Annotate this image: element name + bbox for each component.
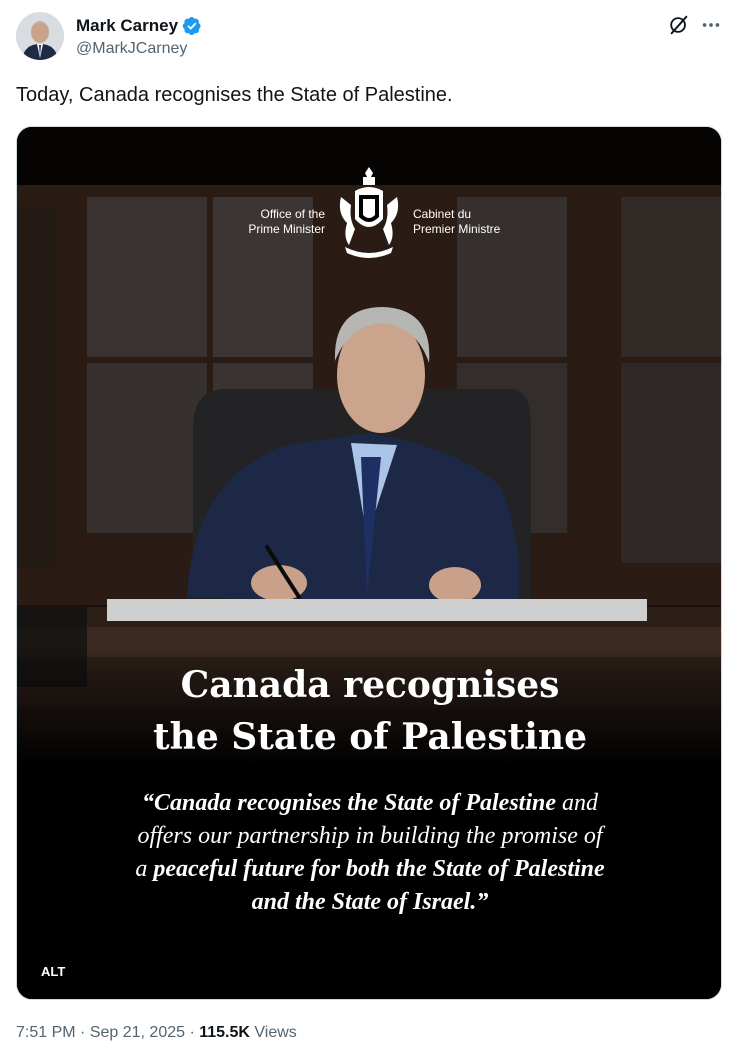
office-fr-label — [413, 207, 533, 237]
office-en-label — [217, 207, 325, 237]
quote-part2: and — [556, 790, 598, 816]
views-count: 115.5K — [199, 1024, 250, 1041]
headline-line2: the State of Palestine — [153, 716, 587, 758]
author-name[interactable]: Mark Carney — [76, 16, 179, 35]
quote-part5: peaceful future for both the State of Palestine — [153, 856, 605, 882]
quote-close: ” — [476, 889, 489, 915]
avatar[interactable] — [16, 12, 64, 60]
quote-open: “ — [142, 790, 154, 816]
office-fr-line1: Cabinet du — [413, 207, 472, 221]
author-handle[interactable]: @MarkJCarney — [76, 40, 188, 57]
tweet-time[interactable]: 7:51 PM — [16, 1024, 76, 1041]
quote-part1: Canada recognises the State of Palestine — [154, 790, 556, 816]
media-headline — [17, 659, 722, 763]
meta-separator: · — [185, 1024, 200, 1041]
tweet-text: Today, Canada recognises the State of Palestine. — [16, 84, 453, 106]
coat-of-arms-icon — [335, 167, 403, 263]
tweet-media-image[interactable] — [16, 126, 722, 1000]
office-en-line2: Prime Minister — [248, 222, 325, 236]
quote-part3: offers our partnership in building the promise of — [137, 823, 603, 849]
verified-badge-icon — [182, 16, 202, 36]
alt-text-button[interactable]: ALT — [33, 961, 73, 983]
office-en-line1: Office of the — [260, 207, 325, 221]
grok-icon[interactable] — [668, 14, 690, 36]
tweet-date[interactable]: Sep 21, 2025 — [89, 1024, 186, 1041]
more-horizontal-icon[interactable] — [700, 14, 722, 36]
avatar-image — [16, 12, 64, 60]
headline-line1: Canada recognises — [180, 664, 560, 706]
quote-part4: a — [135, 856, 154, 882]
views-label: Views — [249, 1024, 297, 1041]
tweet-header — [16, 12, 722, 64]
office-fr-line2: Premier Ministre — [413, 222, 501, 236]
quote-part6: and the State of Israel. — [251, 889, 477, 915]
media-quote — [47, 787, 693, 919]
tweet-meta — [16, 1024, 297, 1042]
meta-separator: · — [75, 1024, 90, 1041]
